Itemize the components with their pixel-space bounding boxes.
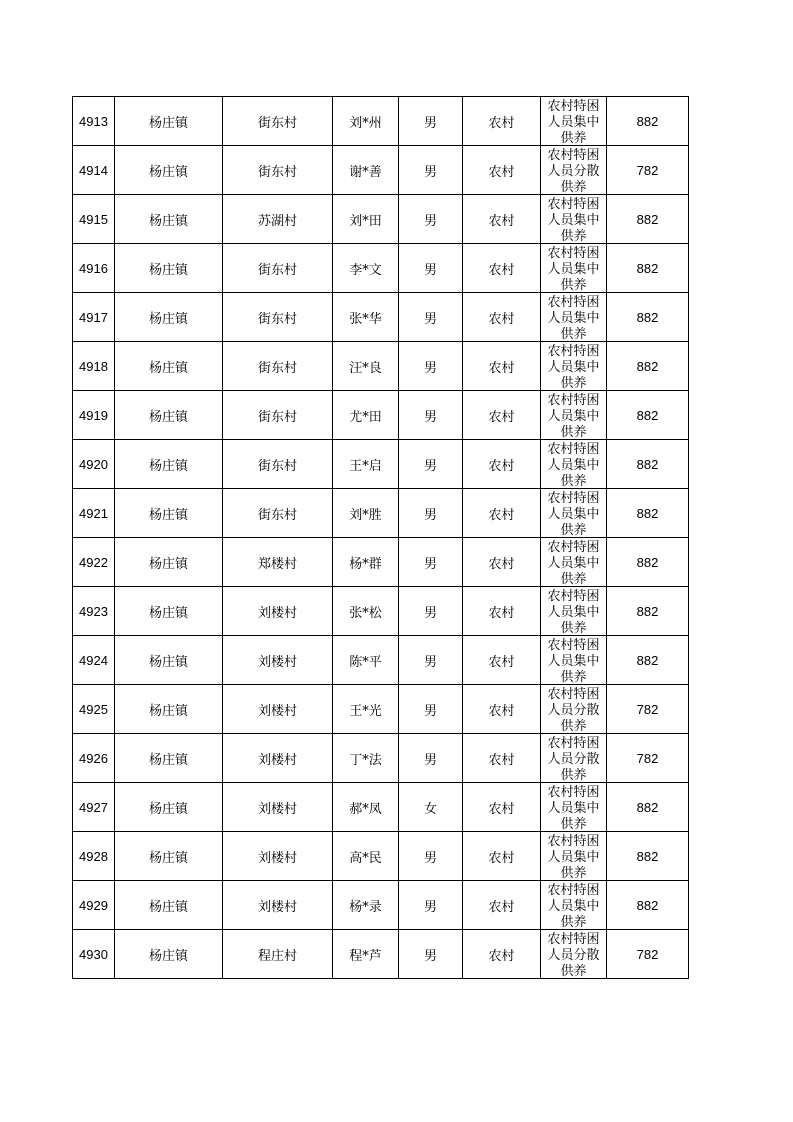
category-cell (541, 97, 607, 146)
town-cell: 杨庄镇 (115, 489, 223, 538)
category-text: 农村特困人员集中供养 (547, 197, 600, 243)
gender-cell: 男 (399, 489, 463, 538)
town-cell: 杨庄镇 (115, 636, 223, 685)
category-cell (541, 636, 607, 685)
area-cell: 农村 (463, 440, 541, 489)
name-cell: 杨*录 (333, 881, 399, 930)
amount-cell: 882 (607, 636, 689, 685)
row-id-cell: 4923 (73, 587, 115, 636)
category-cell (541, 734, 607, 783)
amount-cell: 782 (607, 146, 689, 195)
category-text: 农村特困人员集中供养 (547, 295, 600, 341)
village-cell: 刘楼村 (223, 636, 333, 685)
amount-cell: 882 (607, 195, 689, 244)
category-text: 农村特困人员集中供养 (547, 834, 600, 880)
row-id-cell: 4919 (73, 391, 115, 440)
category-text: 农村特困人员分散供养 (547, 687, 600, 733)
amount-cell: 882 (607, 489, 689, 538)
category-text: 农村特困人员集中供养 (547, 883, 600, 929)
gender-cell: 男 (399, 391, 463, 440)
table-row (73, 636, 689, 685)
row-id-cell: 4917 (73, 293, 115, 342)
area-cell: 农村 (463, 685, 541, 734)
category-cell (541, 244, 607, 293)
name-cell: 李*文 (333, 244, 399, 293)
category-cell (541, 342, 607, 391)
row-id-cell: 4922 (73, 538, 115, 587)
row-id-cell: 4926 (73, 734, 115, 783)
table-row (73, 293, 689, 342)
area-cell: 农村 (463, 195, 541, 244)
table-row (73, 587, 689, 636)
category-cell (541, 440, 607, 489)
category-cell (541, 930, 607, 979)
row-id-cell: 4918 (73, 342, 115, 391)
town-cell: 杨庄镇 (115, 734, 223, 783)
village-cell: 苏湖村 (223, 195, 333, 244)
row-id-cell: 4929 (73, 881, 115, 930)
gender-cell: 男 (399, 244, 463, 293)
name-cell: 王*光 (333, 685, 399, 734)
row-id-cell: 4916 (73, 244, 115, 293)
town-cell: 杨庄镇 (115, 244, 223, 293)
village-cell: 街东村 (223, 97, 333, 146)
name-cell: 郝*凤 (333, 783, 399, 832)
row-id-cell: 4915 (73, 195, 115, 244)
row-id-cell: 4925 (73, 685, 115, 734)
category-text: 农村特困人员分散供养 (547, 148, 600, 194)
amount-cell: 882 (607, 832, 689, 881)
gender-cell: 男 (399, 636, 463, 685)
gender-cell: 男 (399, 538, 463, 587)
table-row (73, 97, 689, 146)
row-id-cell: 4914 (73, 146, 115, 195)
village-cell: 街东村 (223, 489, 333, 538)
town-cell: 杨庄镇 (115, 97, 223, 146)
row-id-cell: 4930 (73, 930, 115, 979)
row-id-cell: 4913 (73, 97, 115, 146)
area-cell: 农村 (463, 146, 541, 195)
table-row (73, 685, 689, 734)
category-text: 农村特困人员集中供养 (547, 99, 600, 145)
category-cell (541, 538, 607, 587)
area-cell: 农村 (463, 783, 541, 832)
town-cell: 杨庄镇 (115, 391, 223, 440)
gender-cell: 男 (399, 881, 463, 930)
row-id-cell: 4920 (73, 440, 115, 489)
name-cell: 谢*善 (333, 146, 399, 195)
table-row (73, 930, 689, 979)
name-cell: 尤*田 (333, 391, 399, 440)
village-cell: 街东村 (223, 244, 333, 293)
village-cell: 程庄村 (223, 930, 333, 979)
area-cell: 农村 (463, 734, 541, 783)
gender-cell: 男 (399, 342, 463, 391)
amount-cell: 882 (607, 440, 689, 489)
town-cell: 杨庄镇 (115, 881, 223, 930)
name-cell: 张*松 (333, 587, 399, 636)
village-cell: 街东村 (223, 146, 333, 195)
table-row (73, 440, 689, 489)
amount-cell: 882 (607, 391, 689, 440)
amount-cell: 882 (607, 293, 689, 342)
name-cell: 杨*群 (333, 538, 399, 587)
area-cell: 农村 (463, 832, 541, 881)
table-row (73, 195, 689, 244)
name-cell: 刘*胜 (333, 489, 399, 538)
table-row (73, 244, 689, 293)
area-cell: 农村 (463, 391, 541, 440)
name-cell: 王*启 (333, 440, 399, 489)
category-text: 农村特困人员分散供养 (547, 932, 600, 978)
table-row (73, 146, 689, 195)
data-table (72, 96, 689, 979)
town-cell: 杨庄镇 (115, 146, 223, 195)
table-row (73, 881, 689, 930)
amount-cell: 882 (607, 783, 689, 832)
table-row (73, 342, 689, 391)
category-text: 农村特困人员集中供养 (547, 442, 600, 488)
category-cell (541, 489, 607, 538)
name-cell: 汪*良 (333, 342, 399, 391)
table-row (73, 783, 689, 832)
row-id-cell: 4927 (73, 783, 115, 832)
table-row (73, 734, 689, 783)
name-cell: 刘*田 (333, 195, 399, 244)
gender-cell: 男 (399, 195, 463, 244)
amount-cell: 882 (607, 97, 689, 146)
village-cell: 街东村 (223, 440, 333, 489)
area-cell: 农村 (463, 587, 541, 636)
town-cell: 杨庄镇 (115, 293, 223, 342)
area-cell: 农村 (463, 930, 541, 979)
table-row (73, 489, 689, 538)
category-text: 农村特困人员集中供养 (547, 540, 600, 586)
town-cell: 杨庄镇 (115, 832, 223, 881)
area-cell: 农村 (463, 342, 541, 391)
category-text: 农村特困人员分散供养 (547, 736, 600, 782)
town-cell: 杨庄镇 (115, 685, 223, 734)
table-body (73, 97, 689, 979)
category-cell (541, 881, 607, 930)
village-cell: 郑楼村 (223, 538, 333, 587)
amount-cell: 882 (607, 342, 689, 391)
amount-cell: 782 (607, 734, 689, 783)
area-cell: 农村 (463, 538, 541, 587)
area-cell: 农村 (463, 636, 541, 685)
gender-cell: 女 (399, 783, 463, 832)
area-cell: 农村 (463, 97, 541, 146)
category-text: 农村特困人员集中供养 (547, 344, 600, 390)
category-cell (541, 685, 607, 734)
gender-cell: 男 (399, 734, 463, 783)
name-cell: 高*民 (333, 832, 399, 881)
category-text: 农村特困人员集中供养 (547, 638, 600, 684)
category-cell (541, 587, 607, 636)
amount-cell: 882 (607, 244, 689, 293)
village-cell: 刘楼村 (223, 685, 333, 734)
town-cell: 杨庄镇 (115, 783, 223, 832)
town-cell: 杨庄镇 (115, 587, 223, 636)
area-cell: 农村 (463, 244, 541, 293)
table-row (73, 391, 689, 440)
category-cell (541, 195, 607, 244)
village-cell: 街东村 (223, 342, 333, 391)
town-cell: 杨庄镇 (115, 440, 223, 489)
amount-cell: 782 (607, 930, 689, 979)
name-cell: 刘*州 (333, 97, 399, 146)
category-text: 农村特困人员集中供养 (547, 785, 600, 831)
name-cell: 陈*平 (333, 636, 399, 685)
village-cell: 刘楼村 (223, 587, 333, 636)
category-cell (541, 146, 607, 195)
village-cell: 刘楼村 (223, 783, 333, 832)
gender-cell: 男 (399, 930, 463, 979)
gender-cell: 男 (399, 685, 463, 734)
category-text: 农村特困人员集中供养 (547, 393, 600, 439)
area-cell: 农村 (463, 293, 541, 342)
table-row (73, 538, 689, 587)
row-id-cell: 4921 (73, 489, 115, 538)
name-cell: 程*芦 (333, 930, 399, 979)
name-cell: 张*华 (333, 293, 399, 342)
gender-cell: 男 (399, 293, 463, 342)
village-cell: 刘楼村 (223, 832, 333, 881)
category-text: 农村特困人员集中供养 (547, 246, 600, 292)
village-cell: 刘楼村 (223, 881, 333, 930)
gender-cell: 男 (399, 146, 463, 195)
amount-cell: 882 (607, 587, 689, 636)
amount-cell: 782 (607, 685, 689, 734)
gender-cell: 男 (399, 587, 463, 636)
category-text: 农村特困人员集中供养 (547, 491, 600, 537)
village-cell: 街东村 (223, 293, 333, 342)
gender-cell: 男 (399, 832, 463, 881)
category-cell (541, 293, 607, 342)
category-cell (541, 783, 607, 832)
village-cell: 街东村 (223, 391, 333, 440)
category-text: 农村特困人员集中供养 (547, 589, 600, 635)
town-cell: 杨庄镇 (115, 342, 223, 391)
area-cell: 农村 (463, 881, 541, 930)
town-cell: 杨庄镇 (115, 538, 223, 587)
name-cell: 丁*法 (333, 734, 399, 783)
category-cell (541, 391, 607, 440)
table-row (73, 832, 689, 881)
town-cell: 杨庄镇 (115, 195, 223, 244)
gender-cell: 男 (399, 97, 463, 146)
area-cell: 农村 (463, 489, 541, 538)
amount-cell: 882 (607, 881, 689, 930)
row-id-cell: 4924 (73, 636, 115, 685)
category-cell (541, 832, 607, 881)
amount-cell: 882 (607, 538, 689, 587)
village-cell: 刘楼村 (223, 734, 333, 783)
gender-cell: 男 (399, 440, 463, 489)
town-cell: 杨庄镇 (115, 930, 223, 979)
row-id-cell: 4928 (73, 832, 115, 881)
